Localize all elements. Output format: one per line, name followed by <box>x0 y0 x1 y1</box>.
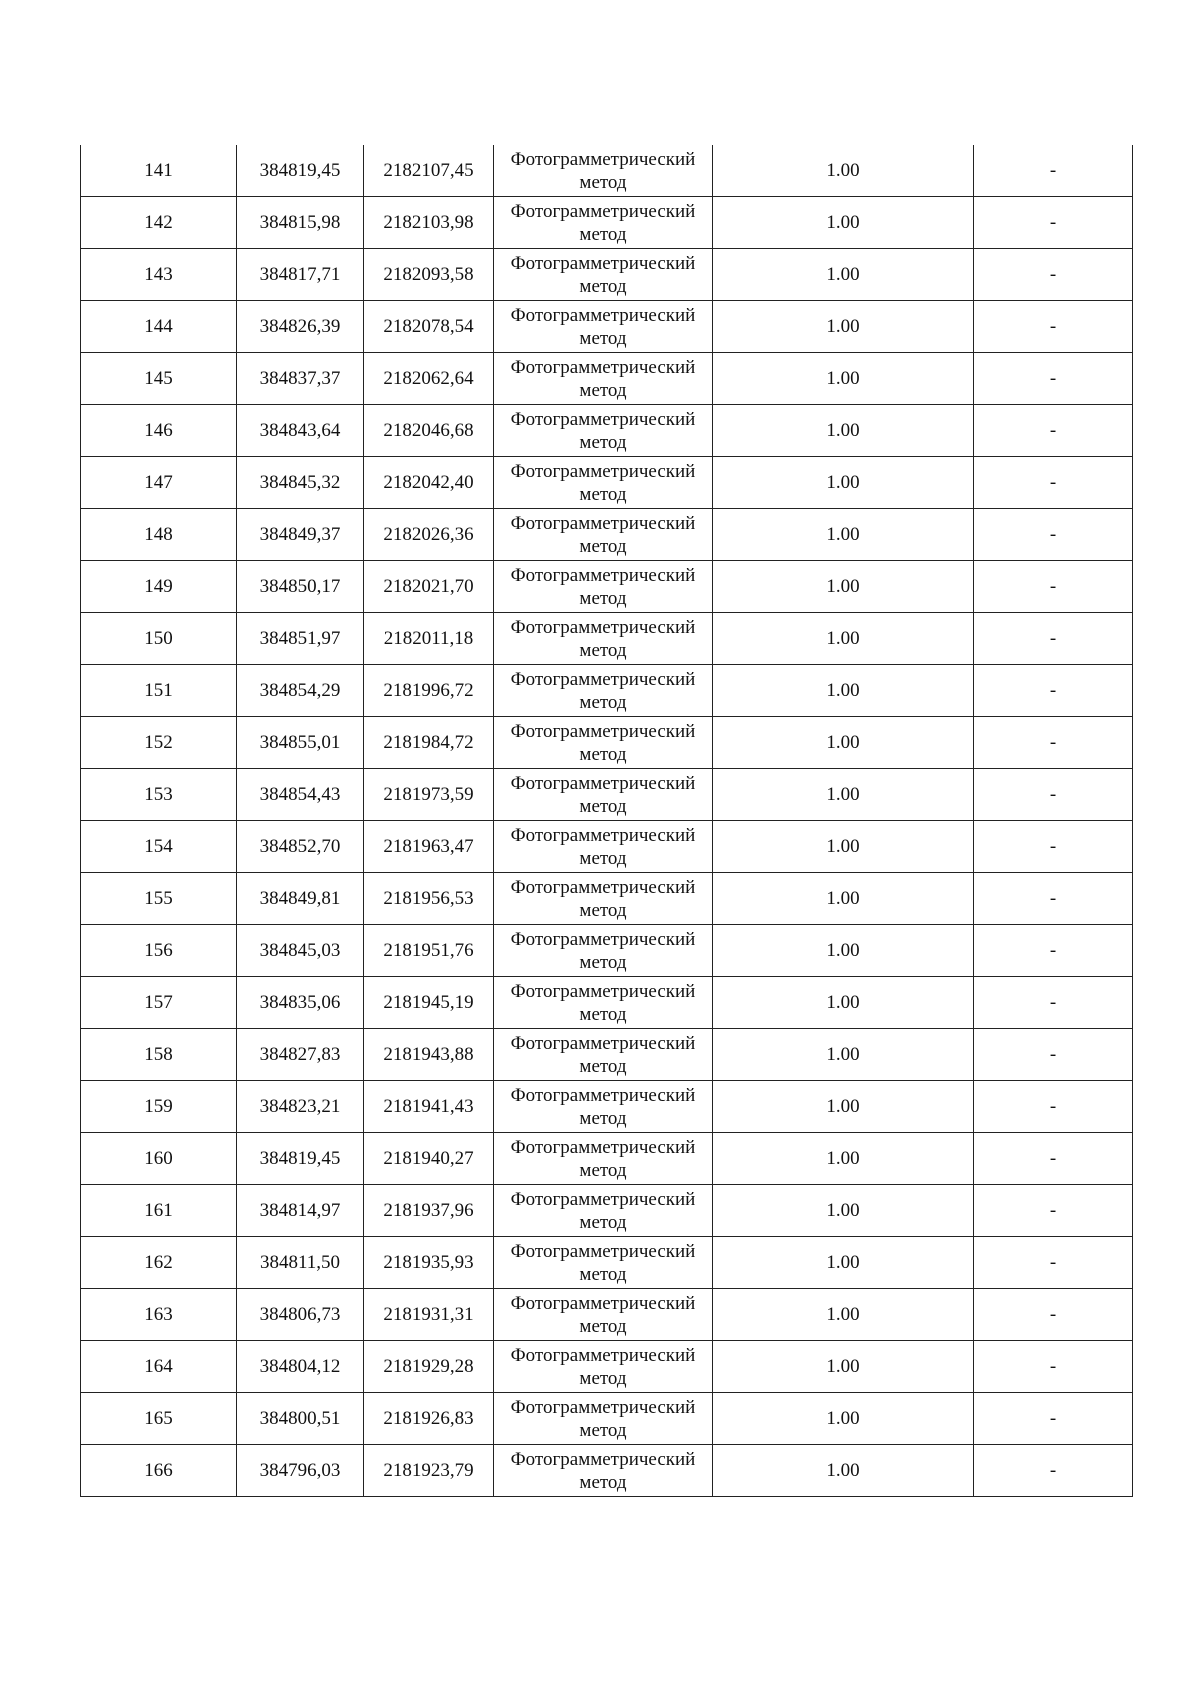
table-row <box>81 769 1133 821</box>
table-row <box>81 1393 1133 1445</box>
method-line-2: метод <box>579 587 627 609</box>
accuracy-cell: 1.00 <box>713 1445 974 1497</box>
method-line-2: метод <box>579 431 627 453</box>
note-cell: - <box>974 509 1133 561</box>
accuracy-cell: 1.00 <box>713 977 974 1029</box>
note-cell: - <box>974 301 1133 353</box>
table-row <box>81 1237 1133 1289</box>
y-coordinate-cell: 2181929,28 <box>364 1341 494 1393</box>
accuracy-cell: 1.00 <box>713 717 974 769</box>
point-number-cell: 165 <box>81 1393 237 1445</box>
y-coordinate-cell: 2181943,88 <box>364 1029 494 1081</box>
accuracy-cell: 1.00 <box>713 1029 974 1081</box>
method-cell <box>494 977 713 1029</box>
table-row <box>81 1289 1133 1341</box>
table-row <box>81 613 1133 665</box>
accuracy-cell: 1.00 <box>713 821 974 873</box>
point-number-cell: 159 <box>81 1081 237 1133</box>
point-number-cell: 155 <box>81 873 237 925</box>
method-line-2: метод <box>579 1263 627 1285</box>
method-line-2: метод <box>579 847 627 869</box>
note-cell: - <box>974 1081 1133 1133</box>
method-line-1: Фотограмметрический <box>510 824 696 846</box>
table-row <box>81 561 1133 613</box>
x-coordinate-cell: 384852,70 <box>237 821 364 873</box>
accuracy-cell: 1.00 <box>713 1237 974 1289</box>
method-line-1: Фотограмметрический <box>510 1084 696 1106</box>
point-number-cell: 163 <box>81 1289 237 1341</box>
method-line-1: Фотограмметрический <box>510 408 696 430</box>
method-cell <box>494 1237 713 1289</box>
point-number-cell: 164 <box>81 1341 237 1393</box>
note-cell: - <box>974 1393 1133 1445</box>
y-coordinate-cell: 2181951,76 <box>364 925 494 977</box>
table-row <box>81 405 1133 457</box>
accuracy-cell: 1.00 <box>713 561 974 613</box>
method-line-1: Фотограмметрический <box>510 512 696 534</box>
accuracy-cell: 1.00 <box>713 301 974 353</box>
accuracy-cell: 1.00 <box>713 249 974 301</box>
method-line-2: метод <box>579 1055 627 1077</box>
method-line-1: Фотограмметрический <box>510 252 696 274</box>
method-line-1: Фотограмметрический <box>510 1188 696 1210</box>
method-cell <box>494 353 713 405</box>
method-line-2: метод <box>579 1107 627 1129</box>
method-line-2: метод <box>579 1315 627 1337</box>
method-cell <box>494 457 713 509</box>
point-number-cell: 162 <box>81 1237 237 1289</box>
method-cell <box>494 1029 713 1081</box>
method-line-2: метод <box>579 795 627 817</box>
table-row <box>81 665 1133 717</box>
point-number-cell: 147 <box>81 457 237 509</box>
y-coordinate-cell: 2181923,79 <box>364 1445 494 1497</box>
note-cell: - <box>974 457 1133 509</box>
point-number-cell: 153 <box>81 769 237 821</box>
method-line-2: метод <box>579 171 627 193</box>
method-line-2: метод <box>579 951 627 973</box>
method-line-1: Фотограмметрический <box>510 876 696 898</box>
y-coordinate-cell: 2182021,70 <box>364 561 494 613</box>
y-coordinate-cell: 2182046,68 <box>364 405 494 457</box>
note-cell: - <box>974 717 1133 769</box>
method-cell <box>494 1393 713 1445</box>
method-line-1: Фотограмметрический <box>510 772 696 794</box>
accuracy-cell: 1.00 <box>713 1081 974 1133</box>
y-coordinate-cell: 2181984,72 <box>364 717 494 769</box>
accuracy-cell: 1.00 <box>713 197 974 249</box>
method-line-1: Фотограмметрический <box>510 1240 696 1262</box>
point-number-cell: 144 <box>81 301 237 353</box>
note-cell: - <box>974 665 1133 717</box>
table-row <box>81 717 1133 769</box>
table-row <box>81 1029 1133 1081</box>
note-cell: - <box>974 925 1133 977</box>
y-coordinate-cell: 2181926,83 <box>364 1393 494 1445</box>
table-row <box>81 821 1133 873</box>
table-row <box>81 925 1133 977</box>
table-row <box>81 353 1133 405</box>
table-row <box>81 1445 1133 1497</box>
table-row <box>81 145 1133 197</box>
x-coordinate-cell: 384804,12 <box>237 1341 364 1393</box>
x-coordinate-cell: 384837,37 <box>237 353 364 405</box>
point-number-cell: 154 <box>81 821 237 873</box>
x-coordinate-cell: 384845,32 <box>237 457 364 509</box>
note-cell: - <box>974 1029 1133 1081</box>
x-coordinate-cell: 384855,01 <box>237 717 364 769</box>
table-row <box>81 249 1133 301</box>
note-cell: - <box>974 1237 1133 1289</box>
x-coordinate-cell: 384819,45 <box>237 1133 364 1185</box>
method-cell <box>494 1133 713 1185</box>
x-coordinate-cell: 384823,21 <box>237 1081 364 1133</box>
method-line-1: Фотограмметрический <box>510 668 696 690</box>
table-row <box>81 457 1133 509</box>
note-cell: - <box>974 561 1133 613</box>
y-coordinate-cell: 2182103,98 <box>364 197 494 249</box>
method-cell <box>494 873 713 925</box>
method-cell <box>494 613 713 665</box>
x-coordinate-cell: 384849,81 <box>237 873 364 925</box>
x-coordinate-cell: 384843,64 <box>237 405 364 457</box>
method-line-1: Фотограмметрический <box>510 928 696 950</box>
method-line-1: Фотограмметрический <box>510 616 696 638</box>
x-coordinate-cell: 384811,50 <box>237 1237 364 1289</box>
method-cell <box>494 717 713 769</box>
note-cell: - <box>974 1133 1133 1185</box>
y-coordinate-cell: 2182026,36 <box>364 509 494 561</box>
accuracy-cell: 1.00 <box>713 1289 974 1341</box>
note-cell: - <box>974 821 1133 873</box>
point-number-cell: 166 <box>81 1445 237 1497</box>
table-row <box>81 197 1133 249</box>
x-coordinate-cell: 384817,71 <box>237 249 364 301</box>
point-number-cell: 146 <box>81 405 237 457</box>
method-line-2: метод <box>579 899 627 921</box>
accuracy-cell: 1.00 <box>713 769 974 821</box>
note-cell: - <box>974 249 1133 301</box>
method-line-2: метод <box>579 1471 627 1493</box>
note-cell: - <box>974 197 1133 249</box>
coordinates-table <box>80 145 1133 1497</box>
y-coordinate-cell: 2182062,64 <box>364 353 494 405</box>
method-cell <box>494 509 713 561</box>
point-number-cell: 145 <box>81 353 237 405</box>
method-cell <box>494 561 713 613</box>
note-cell: - <box>974 873 1133 925</box>
method-cell <box>494 197 713 249</box>
method-line-1: Фотограмметрический <box>510 200 696 222</box>
note-cell: - <box>974 1185 1133 1237</box>
x-coordinate-cell: 384796,03 <box>237 1445 364 1497</box>
method-line-2: метод <box>579 535 627 557</box>
method-line-2: метод <box>579 223 627 245</box>
x-coordinate-cell: 384850,17 <box>237 561 364 613</box>
method-cell <box>494 1185 713 1237</box>
point-number-cell: 160 <box>81 1133 237 1185</box>
method-line-2: метод <box>579 1159 627 1181</box>
method-line-1: Фотограмметрический <box>510 148 696 170</box>
method-cell <box>494 1289 713 1341</box>
note-cell: - <box>974 1445 1133 1497</box>
method-line-2: метод <box>579 275 627 297</box>
table-row <box>81 977 1133 1029</box>
method-line-2: метод <box>579 1367 627 1389</box>
accuracy-cell: 1.00 <box>713 457 974 509</box>
x-coordinate-cell: 384854,29 <box>237 665 364 717</box>
method-line-2: метод <box>579 483 627 505</box>
method-line-2: метод <box>579 743 627 765</box>
x-coordinate-cell: 384854,43 <box>237 769 364 821</box>
point-number-cell: 158 <box>81 1029 237 1081</box>
method-line-2: метод <box>579 1419 627 1441</box>
y-coordinate-cell: 2181996,72 <box>364 665 494 717</box>
y-coordinate-cell: 2181935,93 <box>364 1237 494 1289</box>
point-number-cell: 148 <box>81 509 237 561</box>
x-coordinate-cell: 384806,73 <box>237 1289 364 1341</box>
note-cell: - <box>974 405 1133 457</box>
method-cell <box>494 1081 713 1133</box>
method-line-2: метод <box>579 1003 627 1025</box>
accuracy-cell: 1.00 <box>713 1133 974 1185</box>
point-number-cell: 152 <box>81 717 237 769</box>
point-number-cell: 151 <box>81 665 237 717</box>
method-cell <box>494 145 713 197</box>
table-row <box>81 301 1133 353</box>
note-cell: - <box>974 613 1133 665</box>
y-coordinate-cell: 2181937,96 <box>364 1185 494 1237</box>
method-line-2: метод <box>579 327 627 349</box>
point-number-cell: 150 <box>81 613 237 665</box>
table-row <box>81 1185 1133 1237</box>
table-row <box>81 1133 1133 1185</box>
y-coordinate-cell: 2182107,45 <box>364 145 494 197</box>
method-line-1: Фотограмметрический <box>510 1032 696 1054</box>
note-cell: - <box>974 353 1133 405</box>
method-cell <box>494 821 713 873</box>
x-coordinate-cell: 384814,97 <box>237 1185 364 1237</box>
x-coordinate-cell: 384851,97 <box>237 613 364 665</box>
method-cell <box>494 1341 713 1393</box>
method-line-2: метод <box>579 639 627 661</box>
method-cell <box>494 925 713 977</box>
table-row <box>81 873 1133 925</box>
x-coordinate-cell: 384800,51 <box>237 1393 364 1445</box>
point-number-cell: 141 <box>81 145 237 197</box>
y-coordinate-cell: 2181956,53 <box>364 873 494 925</box>
method-line-1: Фотограмметрический <box>510 1448 696 1470</box>
method-line-1: Фотограмметрический <box>510 980 696 1002</box>
method-cell <box>494 405 713 457</box>
method-cell <box>494 1445 713 1497</box>
method-line-1: Фотограмметрический <box>510 304 696 326</box>
table-row <box>81 1341 1133 1393</box>
accuracy-cell: 1.00 <box>713 873 974 925</box>
accuracy-cell: 1.00 <box>713 509 974 561</box>
x-coordinate-cell: 384815,98 <box>237 197 364 249</box>
point-number-cell: 149 <box>81 561 237 613</box>
x-coordinate-cell: 384845,03 <box>237 925 364 977</box>
y-coordinate-cell: 2182078,54 <box>364 301 494 353</box>
accuracy-cell: 1.00 <box>713 925 974 977</box>
method-line-1: Фотограмметрический <box>510 720 696 742</box>
method-line-1: Фотограмметрический <box>510 356 696 378</box>
table-row <box>81 1081 1133 1133</box>
note-cell: - <box>974 1341 1133 1393</box>
accuracy-cell: 1.00 <box>713 613 974 665</box>
note-cell: - <box>974 769 1133 821</box>
method-cell <box>494 769 713 821</box>
y-coordinate-cell: 2181963,47 <box>364 821 494 873</box>
accuracy-cell: 1.00 <box>713 1185 974 1237</box>
method-cell <box>494 249 713 301</box>
y-coordinate-cell: 2181931,31 <box>364 1289 494 1341</box>
note-cell: - <box>974 977 1133 1029</box>
y-coordinate-cell: 2182011,18 <box>364 613 494 665</box>
point-number-cell: 143 <box>81 249 237 301</box>
method-line-1: Фотограмметрический <box>510 1292 696 1314</box>
x-coordinate-cell: 384827,83 <box>237 1029 364 1081</box>
method-line-2: метод <box>579 1211 627 1233</box>
note-cell: - <box>974 1289 1133 1341</box>
accuracy-cell: 1.00 <box>713 405 974 457</box>
method-line-1: Фотограмметрический <box>510 460 696 482</box>
x-coordinate-cell: 384849,37 <box>237 509 364 561</box>
method-line-2: метод <box>579 379 627 401</box>
y-coordinate-cell: 2181941,43 <box>364 1081 494 1133</box>
accuracy-cell: 1.00 <box>713 353 974 405</box>
accuracy-cell: 1.00 <box>713 1393 974 1445</box>
accuracy-cell: 1.00 <box>713 665 974 717</box>
method-line-1: Фотограмметрический <box>510 1396 696 1418</box>
y-coordinate-cell: 2182093,58 <box>364 249 494 301</box>
point-number-cell: 142 <box>81 197 237 249</box>
method-line-1: Фотограмметрический <box>510 1136 696 1158</box>
table-row <box>81 509 1133 561</box>
y-coordinate-cell: 2182042,40 <box>364 457 494 509</box>
method-line-1: Фотограмметрический <box>510 564 696 586</box>
method-line-2: метод <box>579 691 627 713</box>
y-coordinate-cell: 2181945,19 <box>364 977 494 1029</box>
y-coordinate-cell: 2181973,59 <box>364 769 494 821</box>
x-coordinate-cell: 384826,39 <box>237 301 364 353</box>
point-number-cell: 156 <box>81 925 237 977</box>
accuracy-cell: 1.00 <box>713 1341 974 1393</box>
method-line-1: Фотограмметрический <box>510 1344 696 1366</box>
point-number-cell: 161 <box>81 1185 237 1237</box>
method-cell <box>494 301 713 353</box>
note-cell: - <box>974 145 1133 197</box>
x-coordinate-cell: 384819,45 <box>237 145 364 197</box>
accuracy-cell: 1.00 <box>713 145 974 197</box>
y-coordinate-cell: 2181940,27 <box>364 1133 494 1185</box>
method-cell <box>494 665 713 717</box>
coordinates-table-body <box>81 145 1133 1497</box>
point-number-cell: 157 <box>81 977 237 1029</box>
x-coordinate-cell: 384835,06 <box>237 977 364 1029</box>
